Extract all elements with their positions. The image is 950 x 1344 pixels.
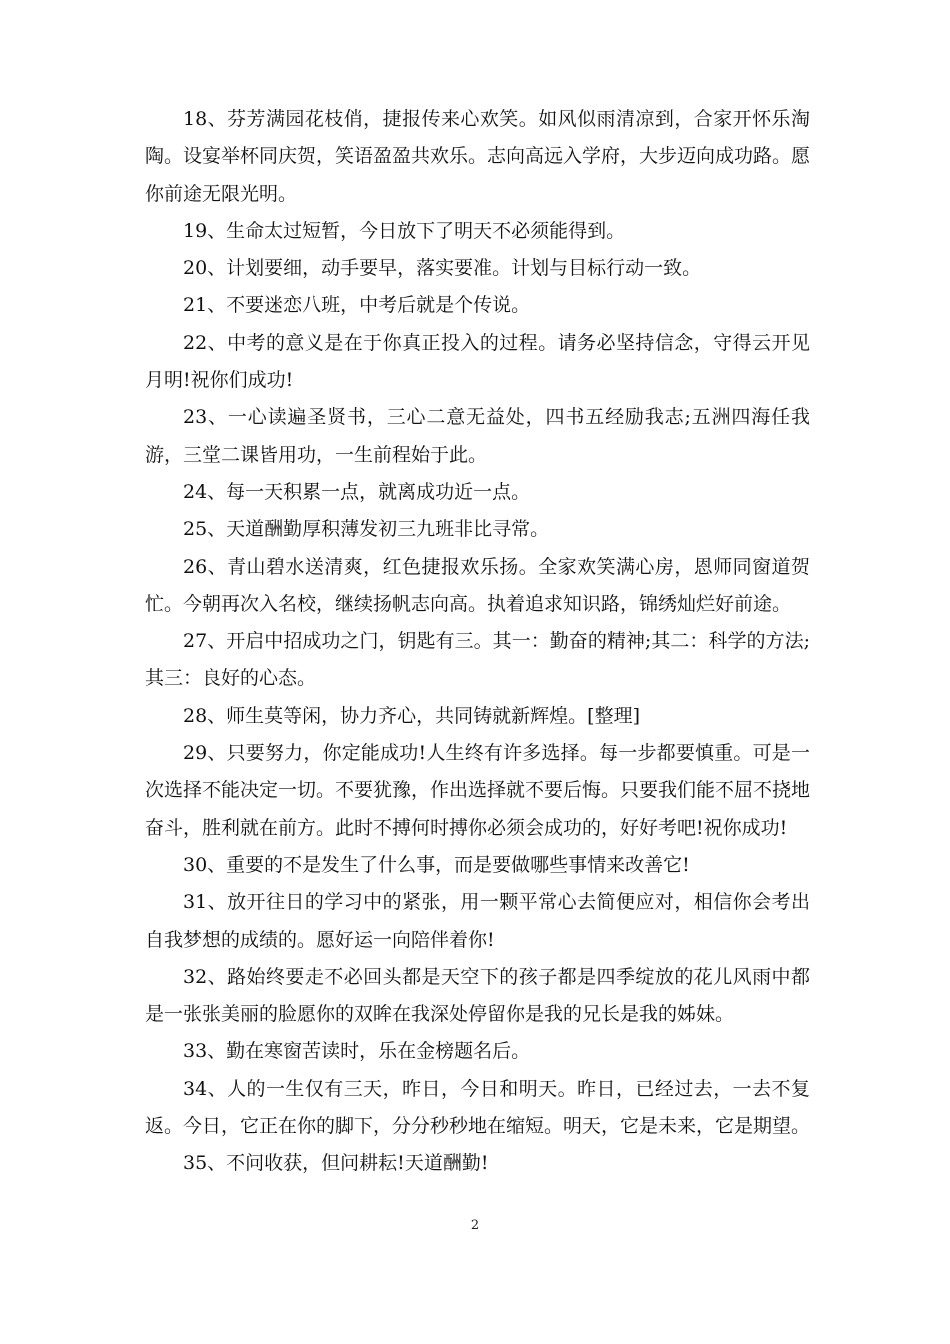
paragraph-31: 31、放开往日的学习中的紧张，用一颗平常心去简便应对，相信你会考出自我梦想的成绩的。愿好运一向陪伴着你! (145, 891, 810, 951)
paragraph-22: 22、中考的意义是在于你真正投入的过程。请务必坚持信念，守得云开见月明!祝你们成功! (145, 331, 810, 392)
page-number: 2 (470, 1218, 480, 1233)
paragraph-26: 26、青山碧水送清爽，红色捷报欢乐扬。全家欢笑满心房，恩师同窗道贺忙。今朝再次入名校，继续扬帆志向高。执着追求知识路，锦绣灿烂好前途。 (145, 555, 810, 615)
paragraph-24: 24、每一天积累一点，就离成功近一点。 (183, 480, 531, 503)
paragraph-25: 25、天道酬勤厚积薄发初三九班非比寻常。 (183, 518, 550, 541)
paragraph-32: 32、路始终要走不必回头都是天空下的孩子都是四季绽放的花儿风雨中都是一张张美丽的脸愿你的双眸在我深处停留你是我的兄长是我的姊妹。 (145, 965, 810, 1026)
paragraph-33: 33、勤在寒窗苦读时，乐在金榜题名后。 (183, 1040, 531, 1063)
paragraph-28: 28、师生莫等闲，协力齐心，共同铸就新辉煌。[整理] (183, 704, 641, 727)
paragraph-29: 29、只要努力，你定能成功!人生终有许多选择。每一步都要慎重。可是一次选择不能决定一切。不要犹豫，作出选择就不要后悔。只要我们能不屈不挠地奋斗，胜利就在前方。此时不搏何时搏你必须会成功的，好好考吧!祝你成功! (145, 742, 811, 839)
paragraph-19: 19、生命太过短暂，今日放下了明天不必须能得到。 (183, 219, 626, 242)
paragraph-27: 27、开启中招成功之门，钥匙有三。其一：勤奋的精神;其二：科学的方法;其三：良好的心态。 (145, 630, 810, 690)
paragraph-21: 21、不要迷恋八班，中考后就是个传说。 (183, 294, 531, 317)
paragraph-18: 18、芬芳满园花枝俏，捷报传来心欢笑。如风似雨清凉到，合家开怀乐淘陶。设宴举杯同庆贺，笑语盈盈共欢乐。志向高远入学府，大步迈向成功路。愿你前途无限光明。 (145, 108, 811, 205)
paragraph-35: 35、不问收获，但问耕耘!天道酬勤! (183, 1152, 489, 1175)
paragraph-20: 20、计划要细，动手要早，落实要准。计划与目标行动一致。 (183, 257, 702, 280)
paragraph-30: 30、重要的不是发生了什么事，而是要做哪些事情来改善它! (183, 853, 690, 876)
paragraph-34: 34、人的一生仅有三天，昨日，今日和明天。昨日，已经过去，一去不复返。今日，它正在你的脚下，分分秒秒地在缩短。明天，它是未来，它是期望。 (145, 1077, 811, 1138)
document-body (145, 101, 810, 1183)
paragraph-23: 23、一心读遍圣贤书，三心二意无益处，四书五经励我志;五洲四海任我游，三堂二课皆用功，一生前程始于此。 (145, 406, 810, 466)
